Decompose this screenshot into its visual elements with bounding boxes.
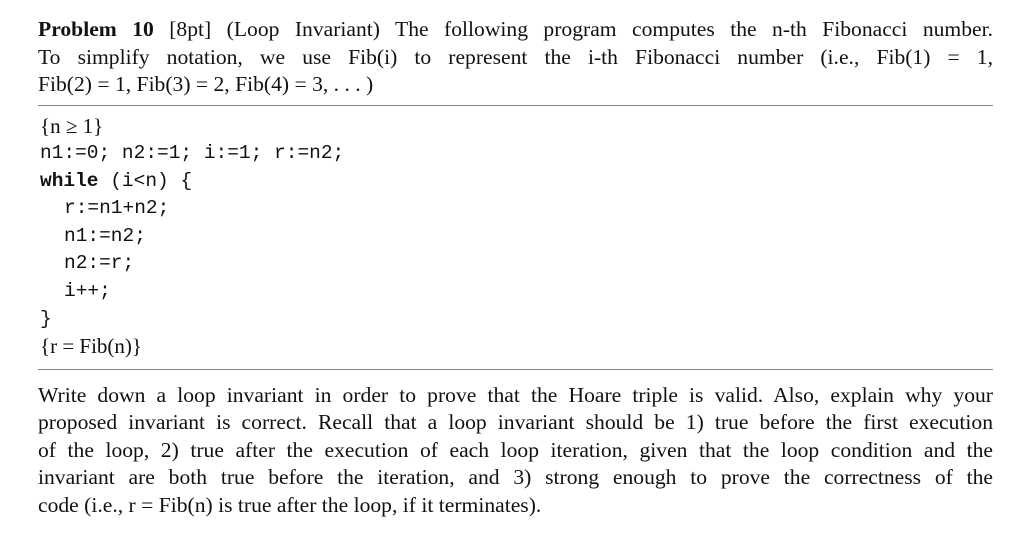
intro-text-1: (Loop Invariant) The following program computes the n-th Fibonacci number. xyxy=(226,17,993,41)
question-line-2: proposed invariant is correct. Recall that a loop invariant should be 1) true before the first execution xyxy=(38,410,993,435)
code-precondition: {n ≥ 1} xyxy=(40,113,104,138)
while-keyword: while xyxy=(40,169,99,192)
question-line-5: code (i.e., r = Fib(n) is true after the loop, if it terminates). xyxy=(38,492,542,517)
code-line-r-assign: r:=n1+n2; xyxy=(64,197,170,220)
problem-points: [8pt] xyxy=(169,17,212,41)
intro-line-1 xyxy=(38,16,993,44)
problem-page xyxy=(38,16,993,519)
intro-line-3: Fib(2) = 1, Fib(3) = 2, Fib(4) = 3, . . . ) xyxy=(38,72,374,96)
code-line-increment: i++; xyxy=(64,280,111,303)
question-line-4: invariant are both true before the iteration, and 3) strong enough to prove the correctness of the xyxy=(38,465,993,490)
problem-intro xyxy=(38,16,993,99)
question-line-1: Write down a loop invariant in order to prove that the Hoare triple is valid. Also, explain why your xyxy=(38,382,993,407)
code-postcondition: {r = Fib(n)} xyxy=(40,334,142,359)
while-condition: (i<n) { xyxy=(98,169,193,192)
question-line-3: of the loop, 2) true after the execution of each loop iteration, given that the loop condition and the xyxy=(38,437,993,462)
code-line-n2-assign: n2:=r; xyxy=(64,252,135,275)
code-line-while xyxy=(40,168,993,196)
bottom-divider xyxy=(38,369,993,370)
intro-line-2: To simplify notation, we use Fib(i) to represent the i-th Fibonacci number (i.e., Fib(1) = 1, xyxy=(38,44,993,69)
problem-number: Problem 10 xyxy=(38,17,154,41)
code-line-close-brace: } xyxy=(40,307,52,330)
code-line-init: n1:=0; n2:=1; i:=1; r:=n2; xyxy=(40,142,345,165)
code-line-n1-assign: n1:=n2; xyxy=(64,224,146,247)
question-text xyxy=(38,382,993,520)
code-block xyxy=(38,106,993,369)
